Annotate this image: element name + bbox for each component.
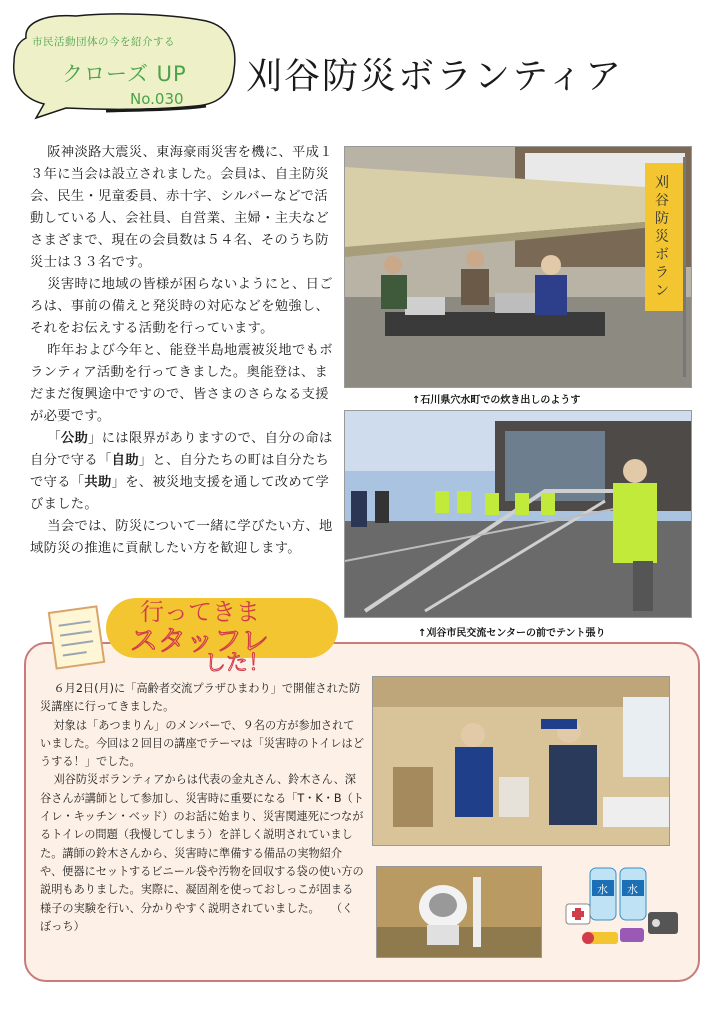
badge-title: クローズ UP (62, 62, 187, 86)
keyword-jijo: 自助 (111, 453, 139, 468)
photo-toilet-image (377, 867, 541, 957)
banner-char: 防 (655, 211, 669, 227)
banner-line1: 行ってきま (140, 598, 260, 626)
banner-char: 刈 (655, 175, 669, 191)
intro-paragraph: 昨年および今年と、能登半島地震被災地でもボランティア活動を行ってきました。奥能登は、まだまだ復興途中ですので、皆さまのさらなる支援が必要です。 (30, 343, 333, 424)
photo-soup-kitchen (344, 146, 692, 388)
text-fragment: 」と、自分たちの町は自分たちで守る「 (30, 453, 330, 490)
report-banner (44, 594, 340, 674)
keyword-kojo: 公助 (60, 431, 89, 446)
notepad-icon (49, 606, 104, 668)
banner-line2: スタッフレ (130, 624, 269, 657)
photo-soup-kitchen-image (345, 147, 691, 387)
banner-char: ン (655, 283, 669, 299)
badge-subtitle: 市民活動団体の今を紹介する (32, 36, 175, 48)
intro-text (30, 142, 336, 560)
page-title: 刈谷防災ボランティア (246, 56, 624, 97)
photo-caption: ↑石川県穴水町での炊き出しのようす (412, 395, 581, 406)
text-fragment: 「 (47, 431, 61, 446)
photo-toilet (376, 866, 542, 958)
header-badge (6, 10, 234, 116)
keyword-kyojo: 共助 (84, 475, 112, 490)
banner-char: 谷 (655, 193, 669, 209)
emergency-supplies-icon (564, 860, 682, 956)
intro-paragraph (30, 428, 336, 516)
intro-paragraph: 阪神淡路大震災、東海豪雨災害を機に、平成１３年に当会は設立されました。会員は、自主防災会、民生・児童委員、赤十字、シルバーなどで活動している人、会社員、自営業、主婦・主夫などさまざまで、現在の会員数は５４名、そのうち防災士は３３名です。 (30, 145, 333, 270)
banner-char: ボ (655, 247, 669, 263)
photo-lecture-image (373, 677, 669, 845)
banner-char: 災 (655, 229, 669, 245)
photo-caption: ↑刈谷市民交流センターの前でテント張り (418, 628, 606, 639)
report-text (40, 680, 364, 936)
water-label: 水 (627, 883, 638, 896)
supplies-illustration (564, 860, 682, 956)
report-paragraph: 対象は「あつまりん」のメンバーで、９名の方が参加されていました。今回は２回目の講座でテーマは「災害時のトイレはどうする！」でした。 (40, 718, 364, 769)
report-paragraph: 刈谷防災ボランティアからは代表の金丸さん、鈴木さん、深谷さんが講師として参加し、災害時に重要になる「T・K・B（トイレ・キッチン・ベッド）のお話に始まり、災害関連死につながるトイレの問題（我慢してしまう）を詳しく説明されていました。講師の鈴木さんから、災害時に準備する備品の実物紹介や、便器にセットするビニール袋や汚物を回収する袋の使い方の説明もありました。実際に、凝固剤を使っておしっこが固まる様子の実験を行い、分かりやすく説明されていました。 （くぼっち） (40, 773, 364, 933)
water-label: 水 (597, 883, 608, 896)
intro-paragraph: 当会では、防災について一緒に学びたい方、地域防災の推進に貢献したい方を歓迎します。 (30, 519, 333, 556)
text-fragment: 」には限界がありますので、自分の命は自分で守る「 (30, 431, 333, 468)
text-fragment: 」を、被災地支援を通して改めて学びました。 (30, 475, 330, 512)
report-banner-shape (44, 594, 340, 674)
intro-paragraph: 災害時に地域の皆様が困らないようにと、日ごろは、事前の備えと発災時の対応などを勉強し、それをお伝えする活動を行っています。 (30, 277, 333, 336)
banner-char: ラ (655, 265, 669, 281)
photo-tent-setup (344, 410, 692, 618)
report-paragraph: ６月2日(月)に「高齢者交流プラザひまわり」で開催された防災講座に行ってきました。 (40, 682, 361, 714)
photo-tent-setup-image (345, 411, 691, 617)
badge-issue-number: No.030 (130, 90, 184, 108)
photo-lecture (372, 676, 670, 846)
banner-line3: した！ (204, 651, 271, 674)
